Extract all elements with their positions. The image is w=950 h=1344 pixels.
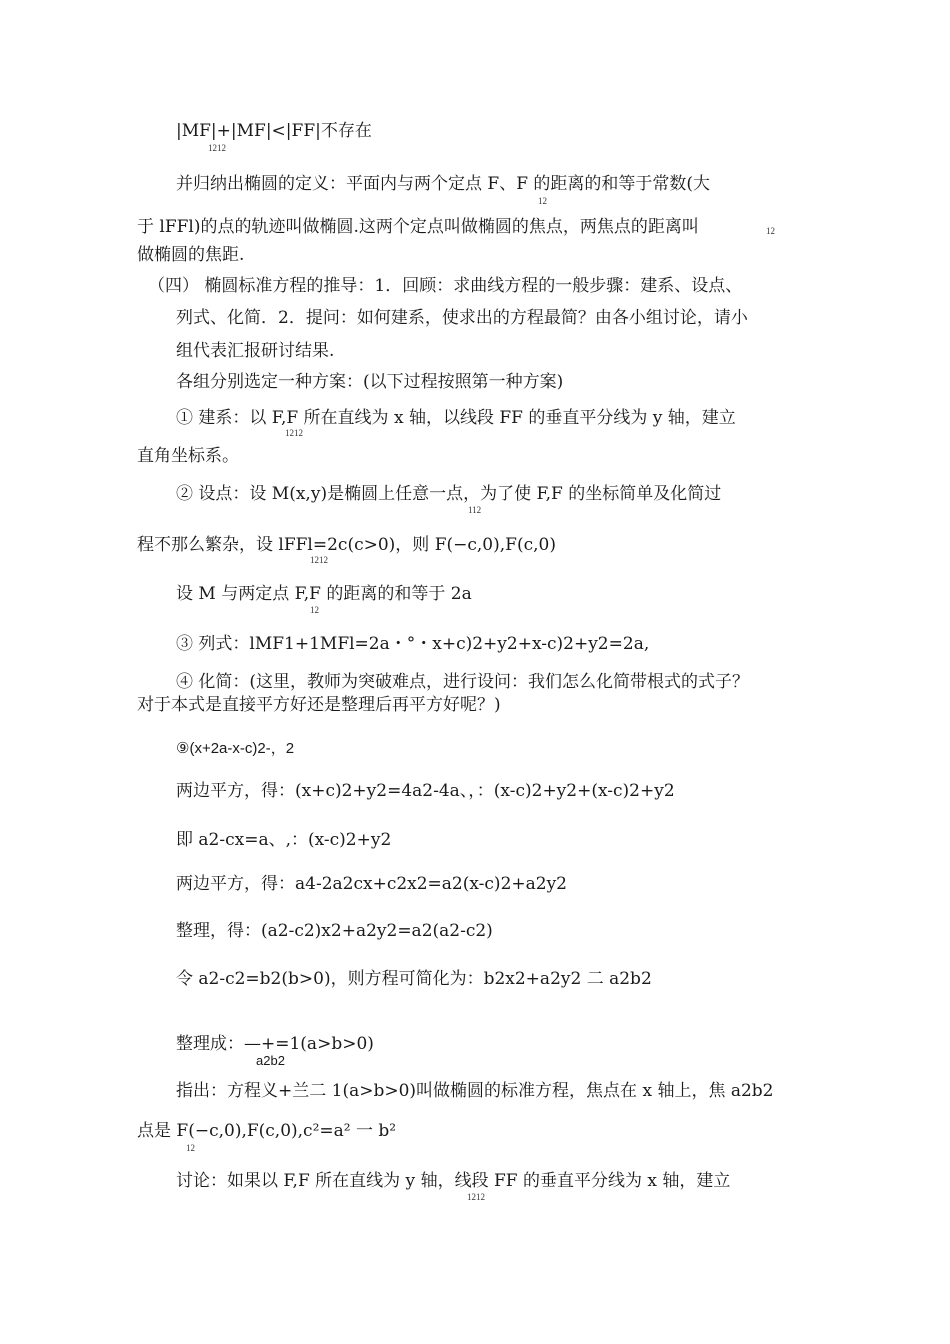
text-line: 各组分别选定一种方案：(以下过程按照第一种方案)	[176, 372, 564, 392]
step-1: ① 建系：以 F,F 所在直线为 x 轴，以线段 FF 的垂直平分线为 y 轴，建立	[176, 408, 736, 428]
text-line: 对于本式是直接平方好还是整理后再平方好呢？)	[137, 695, 501, 715]
text-line: 并归纳出椭圆的定义：平面内与两个定点 F、F 的距离的和等于常数(大	[176, 174, 711, 194]
subscript: 12	[538, 196, 547, 206]
subscript: 12	[766, 226, 775, 236]
equation-line: 两边平方，得：(x+c)2+y2=4a2-4a、，：(x-c)2+y2+(x-c)2+y2	[176, 781, 675, 801]
equation-line: 令 a2-c2=b2(b>0)，则方程可简化为：b2x2+a2y2 二 a2b2	[176, 969, 652, 989]
equation-line: 两边平方，得：a4-2a2cx+c2x2=a2(x-c)2+a2y2	[176, 874, 567, 894]
text-line: 点是 F(−c,0),F(c,0),c²=a² 一 b²	[137, 1121, 397, 1141]
subscript: 1212	[285, 428, 303, 438]
step-2: ② 设点：设 M(x,y)是椭圆上任意一点，为了使 F,F 的坐标简单及化简过	[176, 484, 722, 504]
text-line: 程不那么繁杂，设 lFFl=2c(c>0)，则 F(−c,0),F(c,0)	[137, 535, 556, 555]
fraction-denominators: a2b2	[256, 1053, 285, 1068]
subscript: 1212	[467, 1192, 485, 1202]
text-line: 做椭圆的焦距.	[137, 245, 245, 265]
text-line: 设 M 与两定点 F,F 的距离的和等于 2a	[176, 584, 472, 604]
text-line: |MF|+|MF|<|FF|不存在	[176, 121, 372, 141]
section-heading: （四） 椭圆标准方程的推导：1．回顾：求曲线方程的一般步骤：建系、设点、	[148, 276, 743, 296]
text-line: 指出：方程义+兰二 1(a>b>0)叫做椭圆的标准方程，焦点在 x 轴上，焦 a2b2	[176, 1081, 774, 1101]
text-line: 列式、化简．2．提问：如何建系，使求出的方程最简？由各小组讨论，请小	[176, 308, 748, 328]
step-4: ④ 化简：(这里，教师为突破难点，进行设问：我们怎么化简带根式的式子？	[176, 672, 750, 692]
text-line: 组代表汇报研讨结果.	[176, 341, 335, 361]
subscript: 1212	[310, 555, 328, 565]
text-line: 讨论：如果以 F,F 所在直线为 y 轴，线段 FF 的垂直平分线为 x 轴，建立	[176, 1171, 731, 1191]
step-3: ③ 列式：lMF1+1MFl=2a・°・x+c)2+y2+x-c)2+y2=2a,	[176, 634, 650, 654]
subscript: 12	[186, 1143, 195, 1153]
subscript: 112	[468, 505, 482, 515]
equation-line: 整理成：—+=1(a>b>0)	[176, 1034, 374, 1054]
text-line: 于 lFFl)的点的轨迹叫做椭圆.这两个定点叫做椭圆的焦点，两焦点的距离叫	[137, 217, 699, 237]
equation-line: 整理，得：(a2-c2)x2+a2y2=a2(a2-c2)	[176, 921, 493, 941]
equation-line: 即 a2-cx=a、,：(x-c)2+y2	[176, 830, 392, 850]
text-line: 直角坐标系。	[137, 446, 239, 466]
subscript: 12	[310, 605, 319, 615]
subscript: 1212	[208, 143, 226, 153]
equation-line: ⑨(x+2a-x-c)2-，2	[176, 740, 295, 757]
